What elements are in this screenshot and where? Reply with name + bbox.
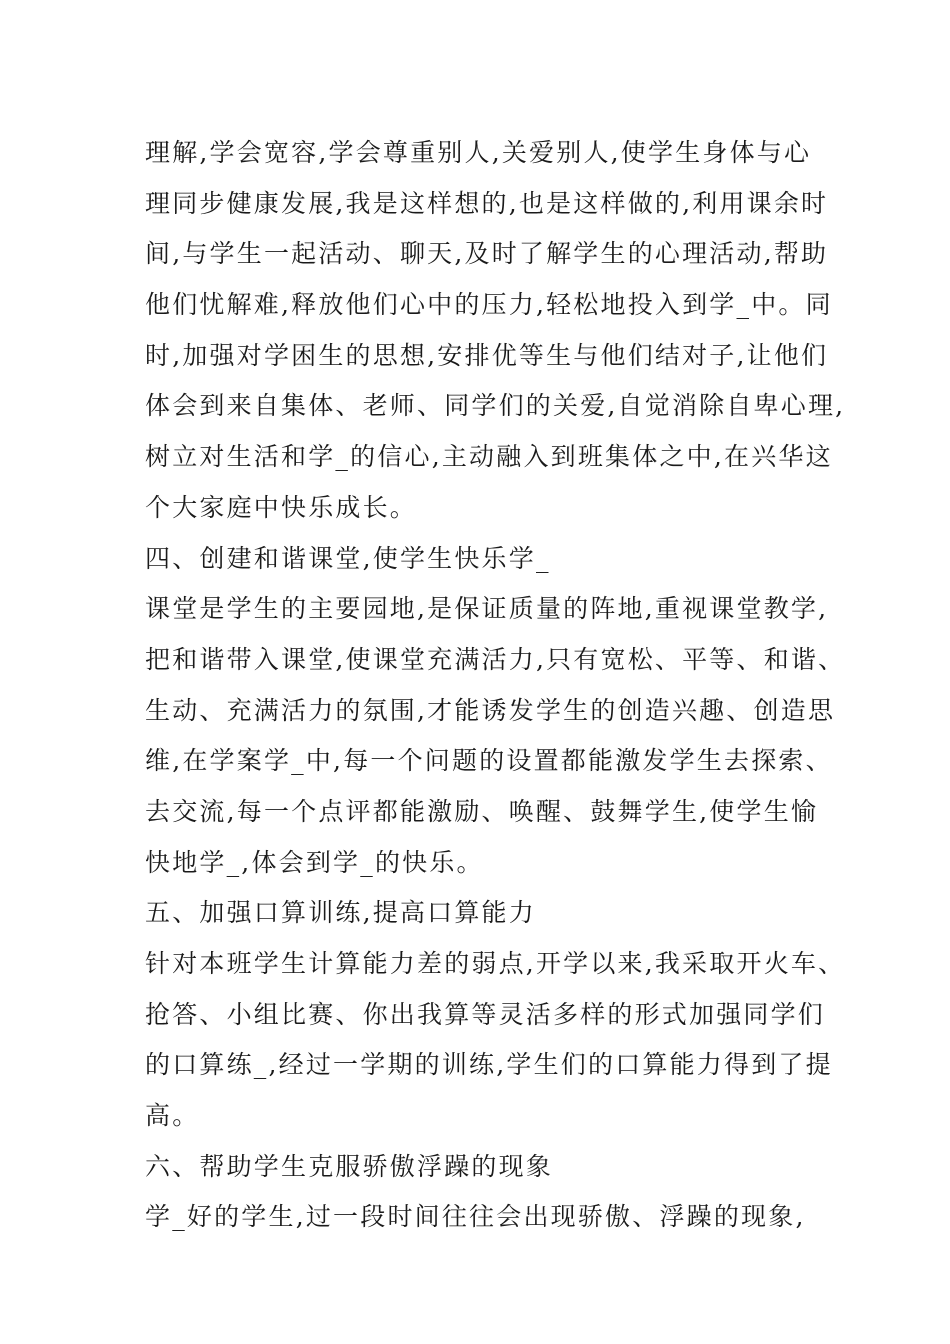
text-line: 快地学_,体会到学_的快乐。 (145, 847, 484, 877)
text-line: 抢答、小组比赛、你出我算等灵活多样的形式加强同学们 (145, 999, 826, 1029)
text-line: 理解,学会宽容,学会尊重别人,关爱别人,使学生身体与心 (145, 138, 812, 167)
body-text (145, 128, 845, 1243)
text-line: 他们忧解难,释放他们心中的压力,轻松地投入到学_中。同 (145, 290, 833, 320)
section-heading-4: 四、创建和谐课堂,使学生快乐学_ (145, 543, 551, 573)
text-line: 体会到来自集体、老师、同学们的关爱,自觉消除自卑心理, (145, 391, 846, 421)
text-line: 的口算练_,经过一学期的训练,学生们的口算能力得到了提 (145, 1050, 833, 1080)
text-line: 去交流,每一个点评都能激励、唤醒、鼓舞学生,使学生愉 (145, 796, 819, 826)
text-line: 时,加强对学困生的思想,安排优等生与他们结对子,让他们 (145, 340, 829, 370)
text-line: 高。 (145, 1101, 200, 1131)
text-line: 学_好的学生,过一段时间往往会出现骄傲、浮躁的现象, (145, 1202, 806, 1232)
text-line: 针对本班学生计算能力差的弱点,开学以来,我采取开火车、 (145, 949, 846, 978)
section-heading-6: 六、帮助学生克服骄傲浮躁的现象 (145, 1151, 554, 1181)
text-line: 课堂是学生的主要园地,是保证质量的阵地,重视课堂教学, (145, 594, 829, 624)
text-line: 把和谐带入课堂,使课堂充满活力,只有宽松、平等、和谐、 (145, 644, 846, 674)
text-line: 树立对生活和学_的信心,主动融入到班集体之中,在兴华这 (145, 442, 833, 472)
text-line: 维,在学案学_中,每一个问题的设置都能激发学生去探索、 (145, 746, 833, 776)
text-line: 个大家庭中快乐成长。 (145, 492, 418, 522)
text-line: 理同步健康发展,我是这样想的,也是这样做的,利用课余时 (145, 188, 829, 218)
text-line: 生动、充满活力的氛围,才能诱发学生的创造兴趣、创造思 (145, 695, 836, 725)
section-heading-5: 五、加强口算训练,提高口算能力 (145, 898, 536, 928)
text-line: 间,与学生一起活动、聊天,及时了解学生的心理活动,帮助 (145, 239, 829, 269)
